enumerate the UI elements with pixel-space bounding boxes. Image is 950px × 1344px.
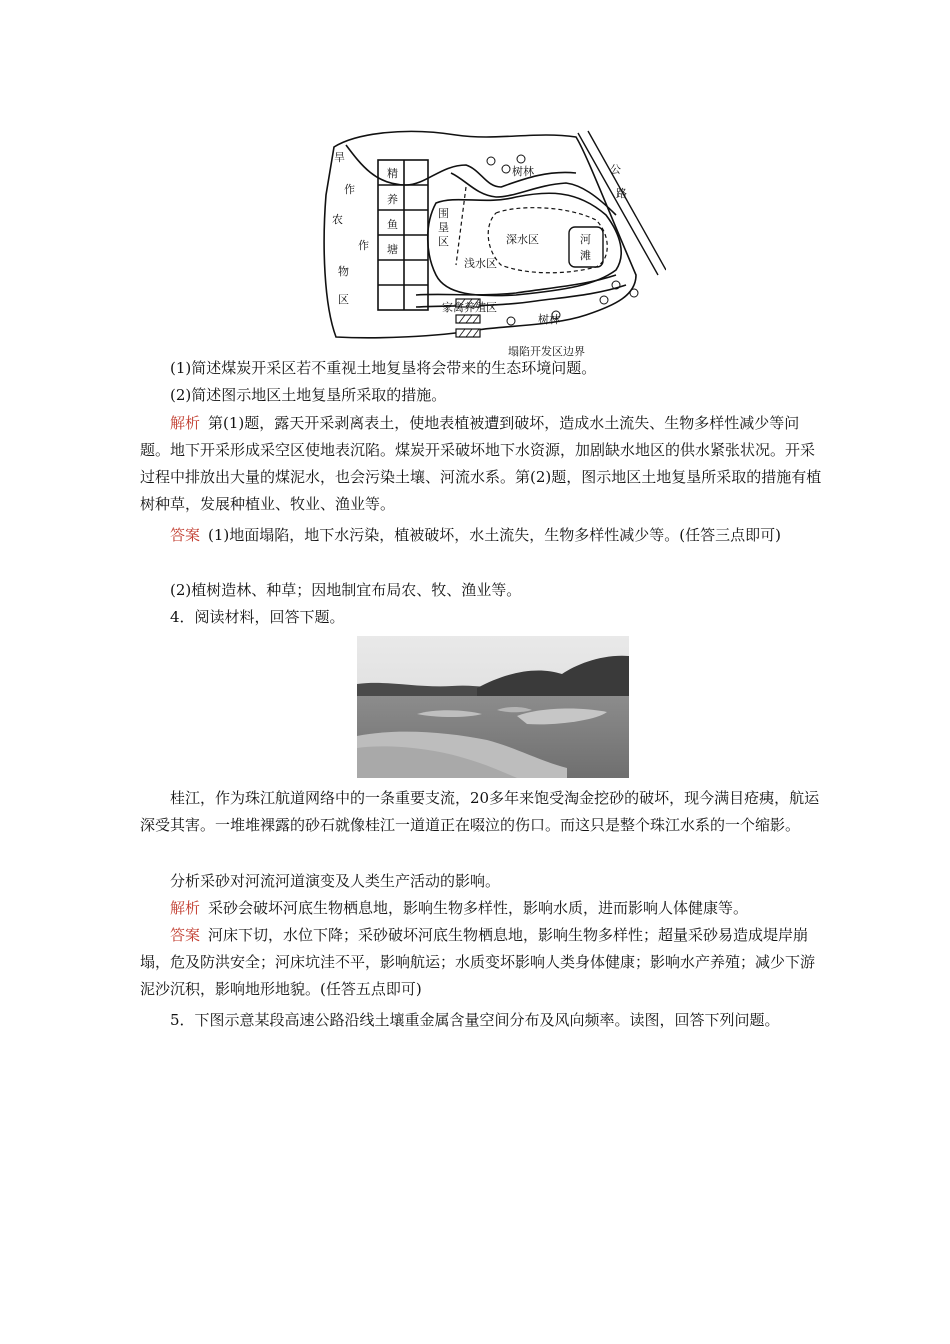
analysis-label-4: 解析: [170, 899, 201, 917]
analysis-label: 解析: [170, 414, 201, 432]
upper-bank: [346, 145, 576, 187]
answer-label: 答案: [170, 526, 201, 544]
label-pond-1: 精: [387, 167, 398, 180]
label-dry-5: 物: [338, 265, 349, 278]
label-pond-4: 塘: [387, 243, 398, 256]
answer-1: [140, 522, 824, 549]
reclamation-map: [316, 125, 666, 361]
label-reclaim-3: 区: [438, 235, 449, 248]
material-4: 桂江，作为珠江航道网络中的一条重要支流，20多年来饱受淘金挖砂的破坏，现今满目疮痍，航运深受其害。一堆堆裸露的砂石就像桂江一道道正在啜泣的伤口。而这只是整个珠江水系的一个缩影。: [140, 789, 820, 834]
label-forest-top: 树林: [512, 165, 534, 178]
answer-4: [140, 922, 824, 1003]
label-pond-3: 鱼: [387, 218, 398, 231]
label-road-2: 路: [616, 187, 627, 200]
question-1: (1)简述煤炭开采区若不重视土地复垦将会带来的生态环境问题。: [170, 359, 597, 377]
label-deep-water: 深水区: [506, 233, 539, 246]
answer-4-text: 河床下切，水位下降；采砂破坏河底生物栖息地，影响生物多样性；超量采砂易造成堤岸崩塌，危及防洪安全；河床坑洼不平，影响航运；水质变坏影响人类身体健康；影响水产养殖；减少下游泥沙沉积，影响地形地貌。(任答五点即可): [140, 926, 816, 998]
analysis-4: [140, 895, 824, 922]
label-reclaim-2: 垦: [438, 221, 449, 234]
question-5: 5．下图示意某段高速公路沿线土壤重金属含量空间分布及风向频率。读图，回答下列问题。: [170, 1011, 780, 1029]
answer-1b: (2)植树造林、种草；因地制宜布局农、牧、渔业等。: [170, 581, 522, 599]
label-river-beach-2: 滩: [580, 249, 591, 262]
river-photo: [357, 636, 629, 778]
label-poultry: 家禽养殖区: [442, 301, 497, 314]
question-4-prompt: 分析采砂对河流河道演变及人类生产活动的影响。: [170, 872, 501, 890]
question-4: 4．阅读材料，回答下题。: [170, 608, 345, 626]
label-dry-6: 区: [338, 293, 349, 306]
label-dry-3: 农: [332, 213, 343, 226]
label-river-beach-1: 河: [580, 233, 591, 246]
label-dry-4: 作: [358, 239, 369, 252]
answer-1-text: (1)地面塌陷，地下水污染，植被破坏，水土流失，生物多样性减少等。(任答三点即可): [208, 526, 781, 544]
analysis-1-text: 第(1)题，露天开采剥离表土，使地表植被遭到破坏，造成水土流失、生物多样性减少等问题。地下开采形成采空区使地表沉陷。煤炭开采破坏地下水资源，加剧缺水地区的供水紧张状况。开采过程中排放出大量的煤泥水，也会污染土壤、河流水系。第(2)题，图示地区土地复垦所采取的措施有植树种草，发展种植业、牧业、渔业等。: [140, 414, 822, 513]
reclaim-dashed: [456, 187, 466, 265]
lower-bank: [416, 275, 616, 295]
label-pond-2: 养: [387, 193, 398, 206]
label-reclaim-1: 围: [438, 207, 449, 220]
label-shallow-water: 浅水区: [464, 257, 497, 270]
label-forest-bottom: 树林: [538, 313, 560, 326]
question-2: (2)简述图示地区土地复垦所采取的措施。: [170, 386, 447, 404]
analysis-1: [140, 410, 824, 518]
label-boundary: 塌陷开发区边界: [508, 345, 585, 358]
analysis-4-text: 采砂会破坏河底生物栖息地，影响生物多样性，影响水质，进而影响人体健康等。: [208, 899, 749, 917]
label-road-1: 公: [610, 163, 621, 176]
answer-label-4: 答案: [170, 926, 201, 944]
label-dry-2: 作: [344, 183, 355, 196]
label-dry-1: 旱: [334, 151, 345, 164]
